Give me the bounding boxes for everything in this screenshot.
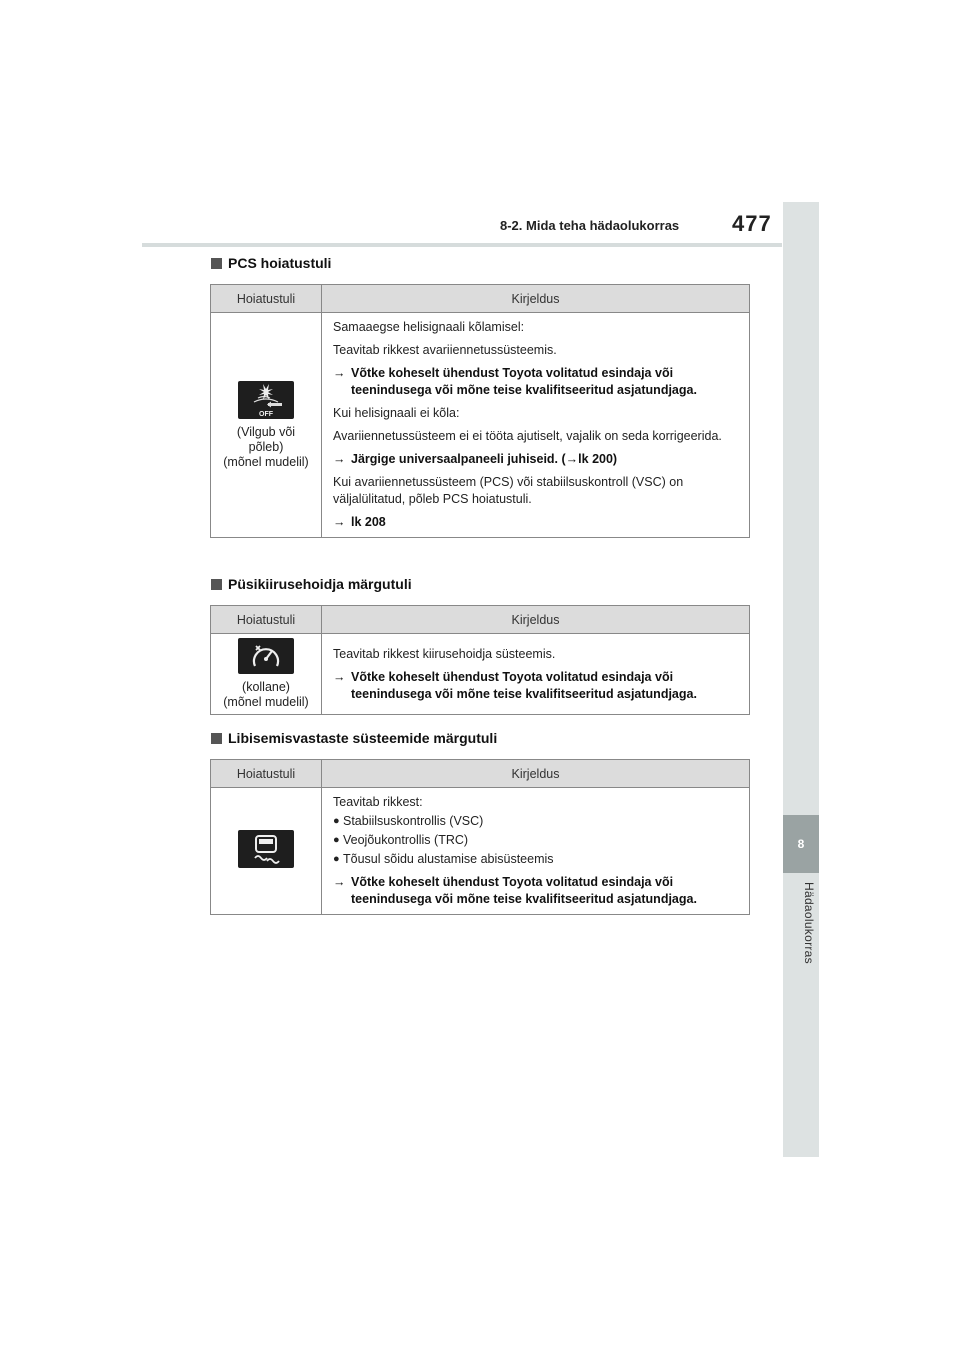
square-bullet-icon — [211, 258, 222, 269]
description-text: Samaaegse helisignaali kõlamisel: — [333, 320, 525, 334]
list-item: ● Veojõukontrollis (TRC) — [333, 833, 469, 847]
light-caption-line: põleb) — [248, 439, 284, 454]
cruise-warning-table — [210, 605, 750, 715]
square-bullet-icon — [211, 579, 222, 590]
section-heading-pcs — [211, 255, 331, 271]
warning-light-cell — [211, 634, 322, 715]
warning-light-cell — [211, 313, 322, 538]
arrow-icon: → — [333, 452, 346, 466]
description-text: Teavitab rikkest avariiennetussüsteemis. — [333, 343, 557, 357]
action-instruction — [333, 514, 743, 531]
arrow-icon: → — [333, 366, 346, 380]
cruise-control-warning-icon — [238, 638, 294, 674]
warning-light-cell — [211, 788, 322, 915]
section-title: 8-2. Mida teha hädaolukorras — [500, 218, 680, 233]
chapter-label: Hädaolukorras — [802, 882, 816, 964]
pcs-warning-table — [210, 284, 750, 538]
action-instruction: → Järgige universaalpaneeli juhiseid. (→lk 200) — [333, 452, 618, 466]
page-reference-link[interactable]: lk 200) — [578, 452, 618, 466]
light-caption-line: (mõnel mudelil) — [223, 695, 309, 709]
table-row — [211, 313, 750, 538]
action-instruction: → Võtke koheselt ühendust Toyota volitatud esindaja või teenindusega või mõne teise kvalifitseeritud asjatundjaga. — [333, 875, 697, 906]
light-caption-line: (kollane) — [242, 680, 290, 694]
section-heading-cruise — [211, 576, 412, 592]
page-reference-link[interactable]: lk 208 — [351, 515, 386, 529]
section-heading-text: Libisemisvastaste süsteemide märgutuli — [228, 730, 498, 746]
list-item: ● Stabiilsuskontrollis (VSC) — [333, 814, 484, 828]
column-header-light: Hoiatustuli — [211, 606, 322, 634]
arrow-icon: → — [333, 875, 346, 889]
arrow-icon: → — [333, 515, 346, 529]
table-row — [211, 634, 750, 715]
column-header-description: Kirjeldus — [322, 606, 750, 634]
action-instruction: → Võtke koheselt ühendust Toyota volitatud esindaja või teenindusega või mõne teise kvalifitseeritud asjatundjaga. — [333, 670, 697, 701]
chapter-sidetab — [783, 202, 819, 1157]
description-text: Kui avariiennetussüsteem (PCS) või stabiilsuskontroll (VSC) on väljalülitatud, põleb PCS hoiatustuli. — [333, 475, 684, 506]
description-text: Kui helisignaali ei kõla: — [333, 406, 460, 420]
description-text: Teavitab rikkest kiirusehoidja süsteemis. — [333, 647, 556, 661]
chapter-number: 8 — [783, 815, 819, 873]
table-header-row — [211, 606, 750, 634]
section-heading-text: PCS hoiatustuli — [228, 255, 332, 271]
description-text: Teavitab rikkest: — [333, 795, 423, 809]
table-header-row — [211, 760, 750, 788]
description-cell — [322, 788, 750, 915]
arrow-icon: → — [565, 452, 579, 466]
pcs-off-icon — [238, 381, 294, 419]
column-header-description: Kirjeldus — [322, 760, 750, 788]
action-instruction: → Võtke koheselt ühendust Toyota volitatud esindaja või teenindusega või mõne teise kvalifitseeritud asjatundjaga. — [333, 366, 697, 397]
table-header-row — [211, 285, 750, 313]
description-text: Avariiennetussüsteem ei ei tööta ajutiselt, vajalik on seda korrigeerida. — [333, 429, 722, 443]
page-number: 477 — [732, 211, 772, 236]
light-caption-line: (mõnel mudelil) — [223, 454, 309, 469]
header-divider — [142, 243, 782, 247]
column-header-light: Hoiatustuli — [211, 760, 322, 788]
bullet-icon: ● — [333, 853, 340, 865]
slip-indicator-icon — [238, 830, 294, 868]
slip-warning-table — [210, 759, 750, 915]
square-bullet-icon — [211, 733, 222, 744]
description-cell — [322, 634, 750, 715]
section-heading-slip — [211, 730, 497, 746]
bullet-icon: ● — [333, 834, 340, 846]
column-header-description: Kirjeldus — [322, 285, 750, 313]
table-row — [211, 788, 750, 915]
bullet-icon: ● — [333, 815, 340, 827]
list-item: ● Tõusul sõidu alustamise abisüsteemis — [333, 852, 554, 866]
arrow-icon: → — [333, 670, 346, 684]
svg-text:OFF: OFF — [259, 410, 273, 418]
light-caption-line: (Vilgub või — [236, 424, 296, 439]
section-heading-text: Püsikiirusehoidja märgutuli — [228, 576, 412, 592]
description-cell — [322, 313, 750, 538]
column-header-light: Hoiatustuli — [211, 285, 322, 313]
